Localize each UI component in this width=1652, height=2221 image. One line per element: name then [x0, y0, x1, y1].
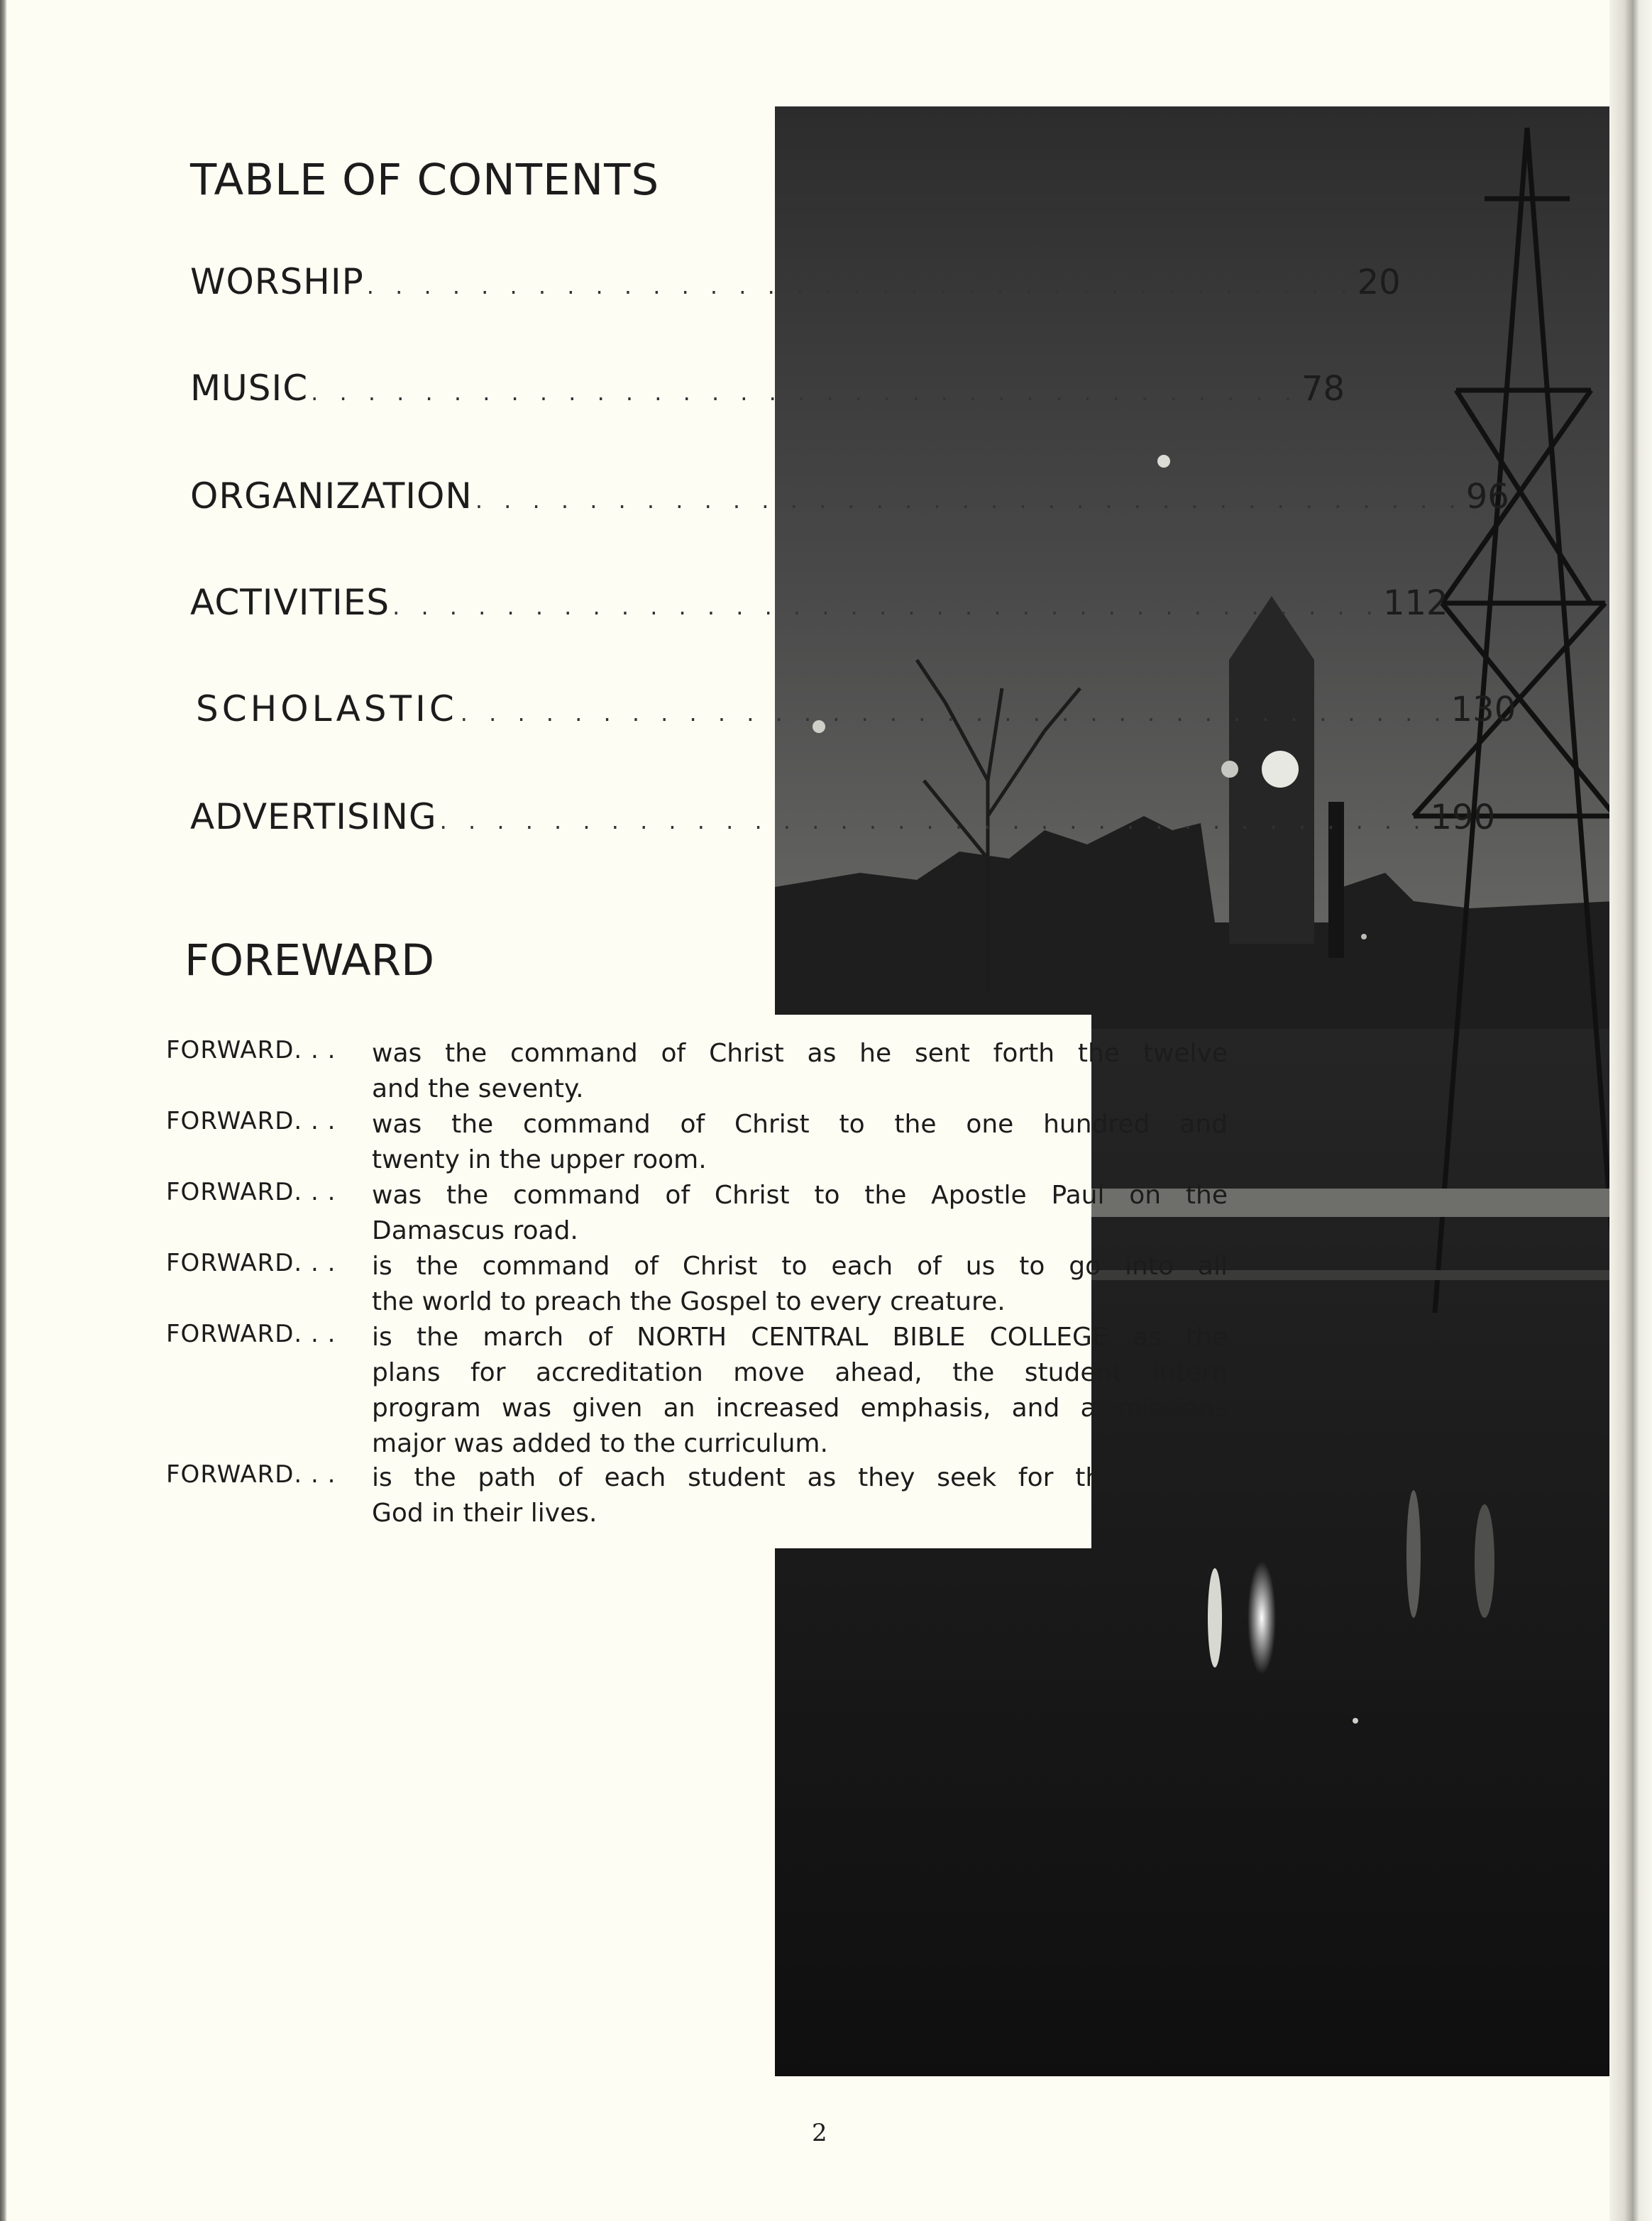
foreword-item-key: FORWARD. . .	[166, 1036, 336, 1064]
foreword-item-key: FORWARD. . .	[166, 1320, 336, 1348]
toc-leader-dots: . . . . . . . . . . . . . . . . . . . . . . . . . . . . . . . . . . .	[366, 272, 1355, 299]
toc-entry-label: MUSIC	[190, 368, 309, 409]
foreword-line: Damascus road.	[372, 1216, 578, 1245]
foreword-item-text	[372, 1320, 1228, 1462]
toc-leader-dots: . . . . . . . . . . . . . . . . . . . . . . . . . . . . . . . . . . .	[475, 487, 1463, 514]
toc-entry	[190, 796, 1496, 846]
foreword-line: program was given an increased emphasis, and a missions	[372, 1394, 1228, 1423]
toc-entry	[190, 475, 1509, 525]
foreword-line: and the seventy.	[372, 1074, 584, 1103]
toc-entry-label: WORSHIP	[190, 261, 364, 302]
toc-entry	[190, 582, 1448, 632]
toc-entry-page: 78	[1301, 369, 1345, 409]
foreword-item-key: FORWARD. . .	[166, 1107, 336, 1135]
toc-entry	[190, 368, 1345, 417]
toc-entry-page: 20	[1357, 263, 1401, 302]
page-binding-edge	[1609, 0, 1652, 2221]
foreword-item-key: FORWARD. . .	[166, 1249, 336, 1277]
foreword-line: is the path of each student as they seek for the will of	[372, 1463, 1228, 1492]
foreword-item-key: FORWARD. . .	[166, 1178, 336, 1206]
toc-entry-page: 112	[1382, 583, 1448, 623]
toc-leader-dots: . . . . . . . . . . . . . . . . . . . . . . . . . . . . . . . . . . .	[460, 700, 1448, 727]
toc-entry-label: ACTIVITIES	[190, 582, 390, 623]
toc-entry-page: 96	[1465, 477, 1509, 517]
foreword-title: FOREWARD	[185, 935, 435, 986]
toc-leader-dots: . . . . . . . . . . . . . . . . . . . . . . . . . . . . . . . . . . .	[311, 379, 1299, 406]
foreword-line: is the command of Christ to each of us to go into all	[372, 1252, 1228, 1281]
page-number: 2	[812, 2119, 827, 2147]
foreword-line: twenty in the upper room.	[372, 1145, 707, 1174]
foreword-item-key: FORWARD. . .	[166, 1460, 336, 1489]
toc-entry-label: ADVERTISING	[190, 796, 437, 837]
foreword-item-text	[372, 1178, 1228, 1249]
foreword-line: major was added to the curriculum.	[372, 1429, 828, 1458]
toc-entry-page: 190	[1430, 798, 1496, 837]
toc-title: TABLE OF CONTENTS	[190, 155, 660, 205]
foreword-item-text	[372, 1460, 1228, 1531]
foreword-line: is the march of NORTH CENTRAL BIBLE COLLEGE as the	[372, 1323, 1228, 1352]
toc-entry	[190, 261, 1401, 311]
toc-leader-dots: . . . . . . . . . . . . . . . . . . . . . . . . . . . . . . . . . . .	[439, 808, 1428, 834]
toc-entry	[196, 688, 1516, 738]
toc-entry-label: SCHOLASTIC	[196, 688, 458, 729]
foreword-item-text	[372, 1249, 1228, 1320]
foreword-line: God in their lives.	[372, 1499, 598, 1528]
foreword-line: was the command of Christ to the one hundred and	[372, 1110, 1228, 1139]
page-left-edge	[0, 0, 7, 2221]
foreword-line: was the command of Christ as he sent forth the twelve	[372, 1039, 1228, 1068]
toc-leader-dots: . . . . . . . . . . . . . . . . . . . . . . . . . . . . . . . . . . .	[392, 593, 1380, 620]
foreword-item-text	[372, 1036, 1228, 1107]
foreword-line: was the command of Christ to the Apostle Paul on the	[372, 1181, 1228, 1210]
foreword-line: plans for accreditation move ahead, the student intern	[372, 1358, 1228, 1387]
foreword-item-text	[372, 1107, 1228, 1178]
toc-entry-page: 130	[1450, 690, 1516, 729]
foreword-line: the world to preach the Gospel to every creature.	[372, 1287, 1006, 1316]
toc-entry-label: ORGANIZATION	[190, 475, 473, 517]
